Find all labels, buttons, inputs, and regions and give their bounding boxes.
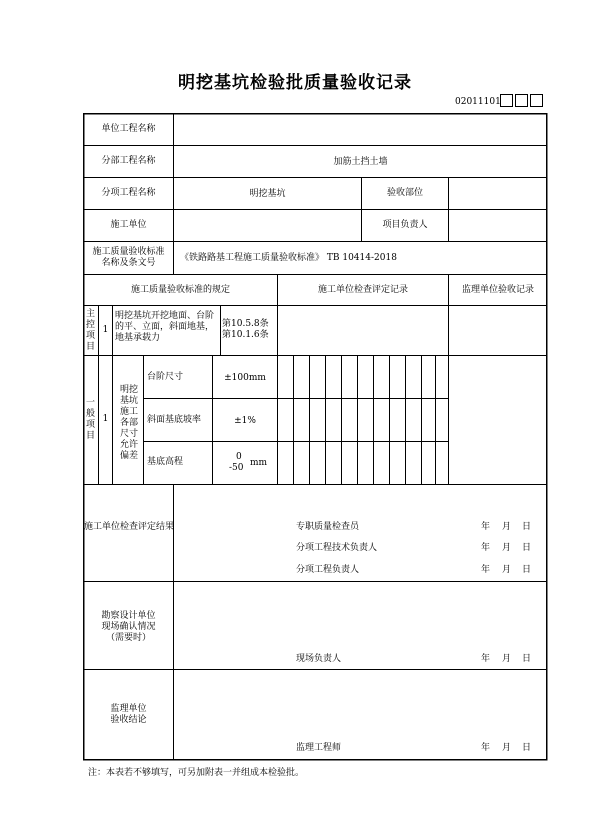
date-month-2: 月 <box>502 543 512 553</box>
date-year-3: 年 <box>481 565 491 575</box>
date-month-3: 月 <box>502 565 512 575</box>
item-project-label: 分项工程名称 <box>101 188 156 198</box>
quality-inspector-label: 专职质量检查员 <box>296 522 360 532</box>
date-month-1: 月 <box>502 522 512 532</box>
general-item-name-2: 斜面基底坡率 <box>147 415 202 425</box>
supervisor-conclusion-label-1: 监理单位 <box>110 704 147 714</box>
date-day-5: 日 <box>522 743 532 753</box>
contractor-label: 施工单位 <box>110 220 147 230</box>
footnote: 注：本表若不够填写，可另加附表一并组成本检验批。 <box>88 768 305 778</box>
date-year-5: 年 <box>481 743 491 753</box>
contractor-result-label: 施工单位检查评定结果 <box>84 522 175 532</box>
item-lead-label: 分项工程负责人 <box>296 565 360 575</box>
main-control-clause-2: 第10.1.6条 <box>222 330 269 340</box>
main-control-label: 主控项目 <box>85 309 95 352</box>
date-year-4: 年 <box>481 654 491 664</box>
main-control-clause-1: 第10.5.8条 <box>222 319 269 329</box>
general-no: 1 <box>102 414 109 424</box>
date-month-5: 月 <box>502 743 512 753</box>
general-item-tol-3-bottom: -50 <box>229 463 244 473</box>
date-day-4: 日 <box>522 654 532 664</box>
item-project-value[interactable]: 明挖基坑 <box>249 189 286 199</box>
standard-label-1: 施工质量验收标准 <box>92 247 165 257</box>
standard-label-2: 名称及条文号 <box>101 258 156 268</box>
standard-value: 《铁路路基工程施工质量验收标准》 TB 10414-2018 <box>180 253 397 263</box>
date-day-1: 日 <box>522 522 532 532</box>
main-control-check-field[interactable] <box>279 307 447 354</box>
general-item-name-1: 台阶尺寸 <box>147 372 184 382</box>
survey-confirm-label-1: 勘察设计单位 <box>101 611 156 621</box>
contractor-field[interactable] <box>175 212 360 240</box>
date-day-3: 日 <box>522 565 532 575</box>
general-item-tol-3-top: 0 <box>236 452 242 462</box>
tech-lead-label: 分项工程技术负责人 <box>296 543 378 553</box>
project-lead-label: 项目负责人 <box>382 220 428 230</box>
main-control-desc: 明挖基坑开挖地面、台阶的平、立面，斜面地基，地基承载力 <box>115 311 215 343</box>
page-title: 明挖基坑检验批质量验收记录 <box>178 73 412 93</box>
general-label: 一般项目 <box>85 398 95 441</box>
date-year-2: 年 <box>481 543 491 553</box>
date-month-4: 月 <box>502 654 512 664</box>
unit-project-field[interactable] <box>175 116 545 144</box>
main-control-supervisor-field[interactable] <box>450 307 545 354</box>
header-spec: 施工质量验收标准的规定 <box>130 285 230 295</box>
form-code: 02011101 <box>455 97 501 107</box>
general-group-label: 明挖基坑施工各部尺寸允许偏差 <box>119 385 138 461</box>
survey-confirm-label-2: 现场确认情况 <box>101 622 156 632</box>
date-year-1: 年 <box>481 522 491 532</box>
acceptance-part-field[interactable] <box>450 180 545 208</box>
header-contractor-check: 施工单位检查评定记录 <box>317 285 408 295</box>
supervisor-conclusion-label-2: 验收结论 <box>110 715 147 725</box>
survey-confirm-label-3: （需要时） <box>105 633 151 643</box>
general-item-tol-2: ±1% <box>234 416 256 426</box>
general-item-tol-1: ±100mm <box>224 373 266 383</box>
sub-project-value[interactable]: 加筋土挡土墙 <box>333 157 388 167</box>
acceptance-part-label: 验收部位 <box>386 188 423 198</box>
date-day-2: 日 <box>522 543 532 553</box>
main-control-no: 1 <box>102 325 109 335</box>
general-item-name-3: 基底高程 <box>147 457 184 467</box>
project-lead-field[interactable] <box>450 212 545 240</box>
general-supervisor-field[interactable] <box>450 357 545 483</box>
site-lead-label: 现场负责人 <box>296 654 342 664</box>
supervisor-engineer-label: 监理工程师 <box>296 743 342 753</box>
sub-project-label: 分部工程名称 <box>101 156 156 166</box>
header-supervisor-check: 监理单位验收记录 <box>461 285 534 295</box>
general-item-tol-3-unit: mm <box>250 458 268 468</box>
unit-project-label: 单位工程名称 <box>101 124 156 134</box>
